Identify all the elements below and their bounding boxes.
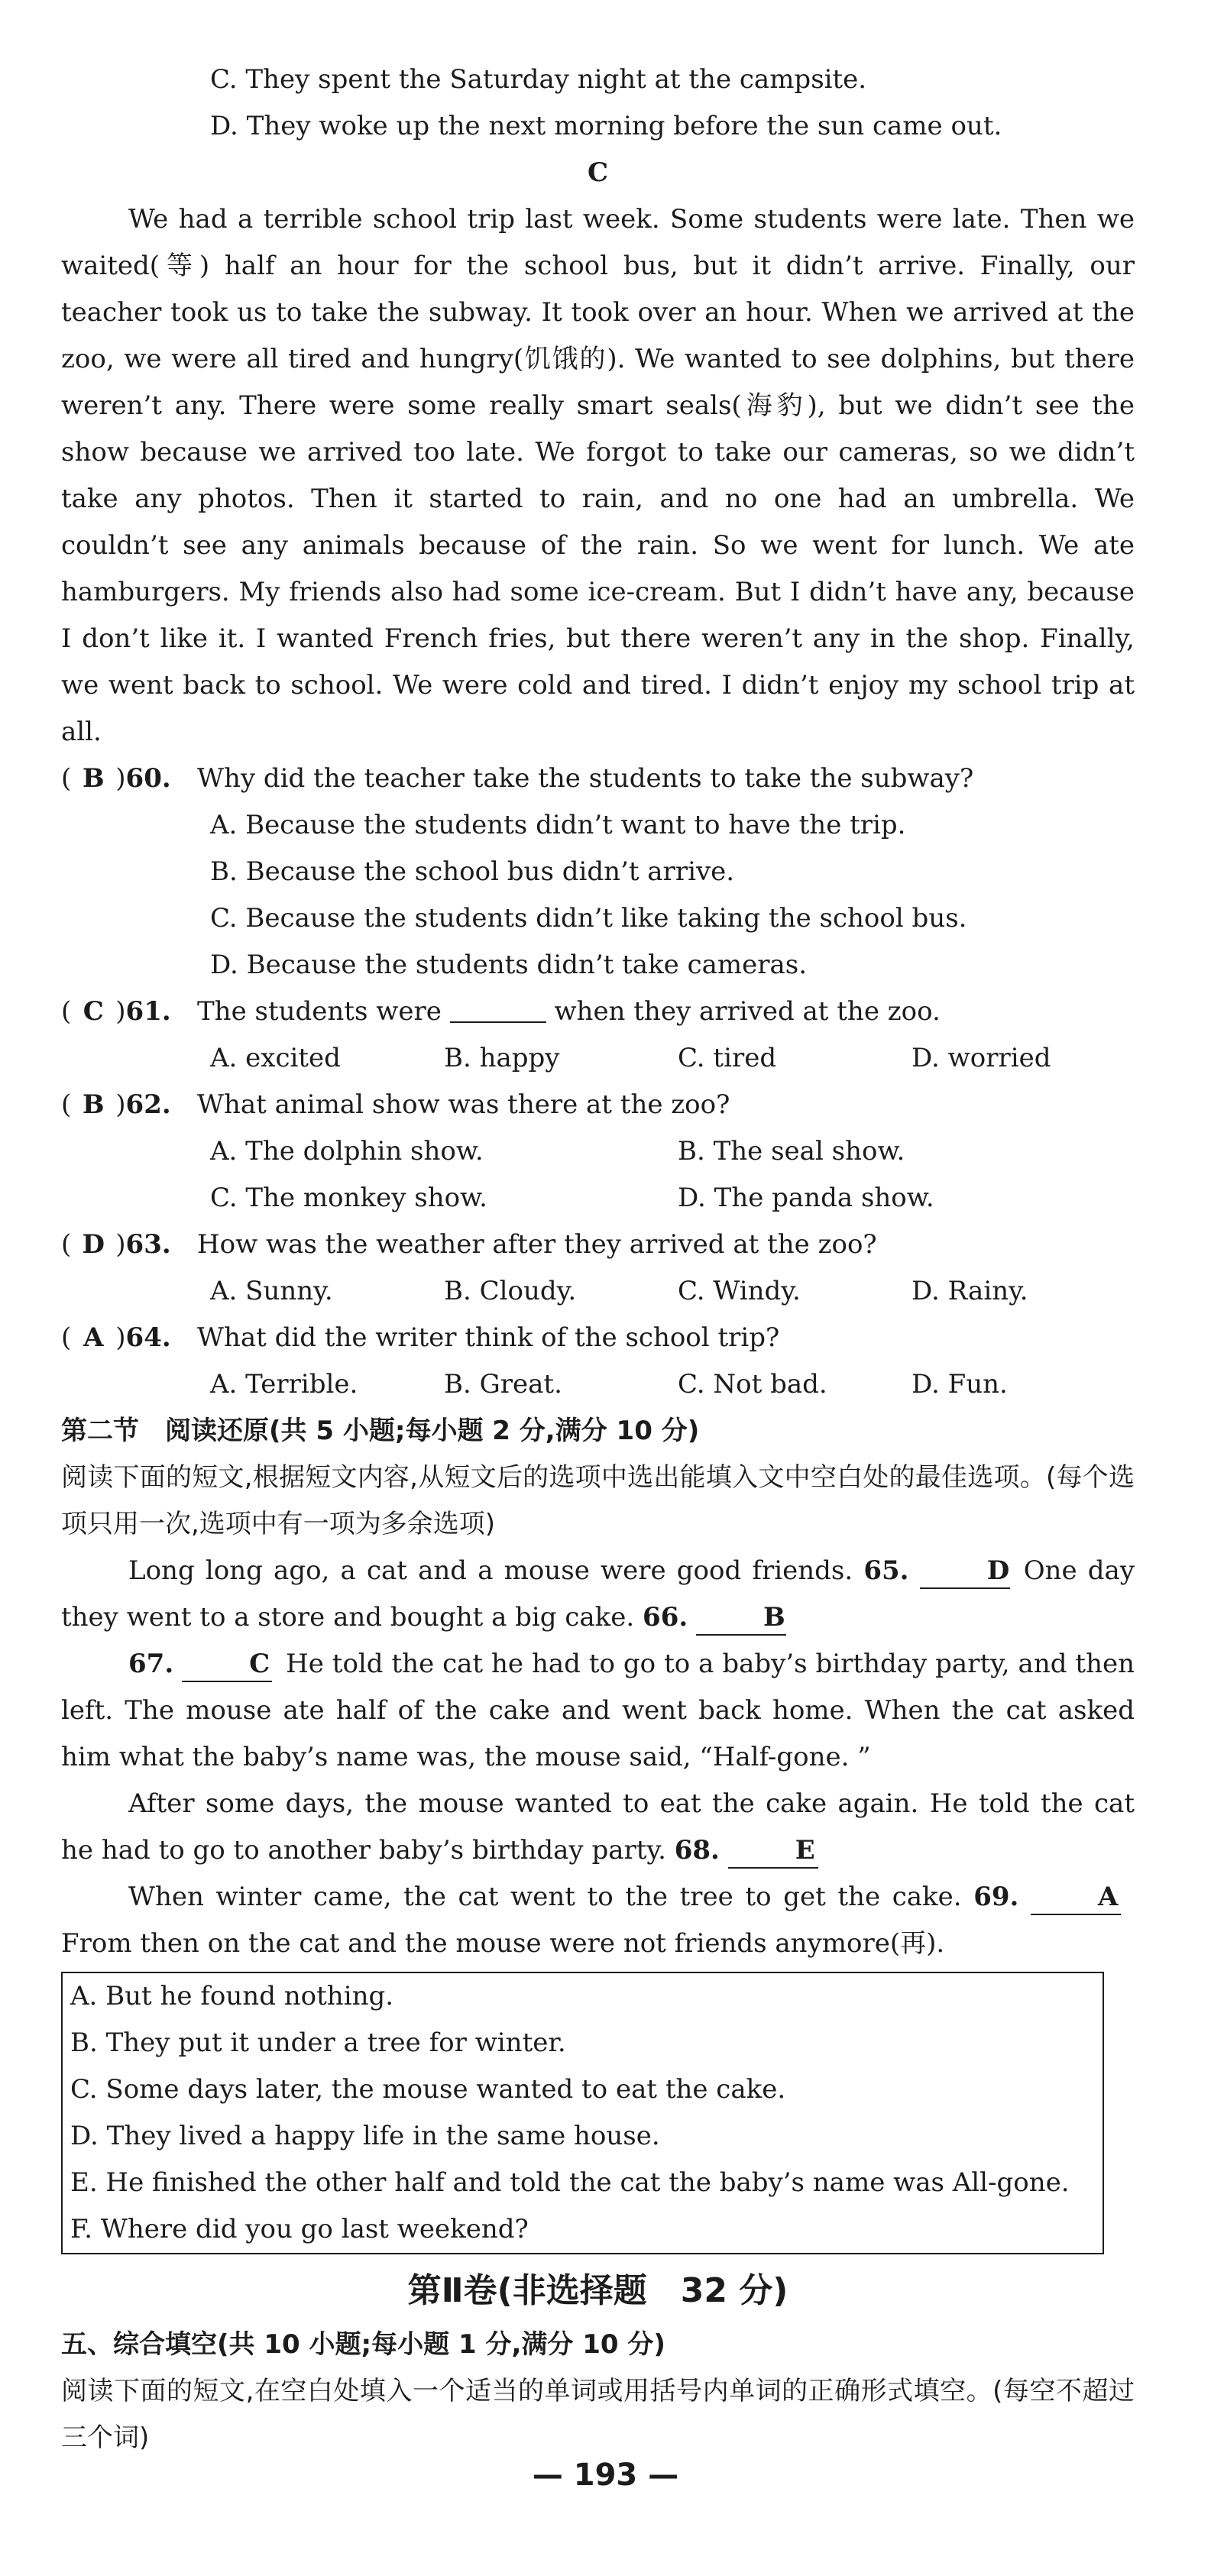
box-option: B. They put it under a tree for winter. [70, 2027, 566, 2058]
answer-paren: ( A )64. [61, 1315, 197, 1361]
option: C. Windy. [678, 1276, 801, 1306]
options-row [61, 1361, 1135, 1408]
option: B. The seal show. [678, 1136, 905, 1167]
passage-label: C [587, 157, 609, 188]
option: D. Because the students didn’t take cameras. [210, 950, 808, 980]
answer-letter: A [83, 1322, 104, 1353]
answer-blank-68: E [728, 1833, 818, 1869]
option: A. excited [210, 1043, 341, 1073]
cloze-text: From then on the cat and the mouse were not friends anymore(再). [61, 1928, 945, 1959]
answer-letter: B [82, 1089, 105, 1120]
cloze-text: When winter came, the cat went to the tree to get the cake. [128, 1882, 962, 1912]
page-number: — 193 — [532, 2458, 679, 2493]
cloze-text: He told the cat he had to go to a baby’s birthday party, and then left. The mouse ate half of the cake and went back home. When the cat asked him what the baby’s name was, the mouse said, “Half-gone. ” [61, 1649, 1135, 1772]
option: A. Terrible. [210, 1369, 358, 1400]
question-number: 63. [125, 1229, 171, 1260]
cloze-paragraph-3 [61, 1781, 1135, 1874]
blank-number-66: 66. [643, 1602, 688, 1633]
fill-blank [450, 995, 546, 1023]
answer-blank-66: B [696, 1600, 786, 1636]
box-option: E. He finished the other half and told the cat the baby’s name was All-gone. [70, 2167, 1070, 2198]
question-60 [61, 756, 1135, 802]
cloze-paragraph-2 [61, 1641, 1135, 1781]
question-number: 60. [125, 763, 171, 794]
question-64 [61, 1315, 1135, 1361]
answer-letter: B [82, 763, 105, 794]
option: B. Because the school bus didn’t arrive. [210, 856, 735, 887]
section5-instruction: 阅读下面的短文,在空白处填入一个适当的单词或用括号内单词的正确形式填空。(每空不超过三个词) [61, 2376, 1135, 2453]
answer-letter: D [82, 1229, 105, 1260]
question-stem: How was the weather after they arrived at the zoo? [197, 1229, 877, 1260]
stem-after-blank: when they arrived at the zoo. [554, 996, 941, 1027]
stem-before-blank: The students were [197, 996, 442, 1027]
answer-paren: ( D )63. [61, 1222, 197, 1268]
box-option: A. But he found nothing. [70, 1981, 394, 2011]
option: D. worried [911, 1043, 1051, 1073]
part2-title: 第Ⅱ卷(非选择题 32 分) [407, 2271, 788, 2310]
question-stem [197, 989, 941, 1035]
section2-instruction: 阅读下面的短文,根据短文内容,从短文后的选项中选出能填入文中空白处的最佳选项。(每个选项只用一次,选项中有一项为多余选项) [61, 1462, 1135, 1539]
answer-blank-67: C [182, 1647, 272, 1682]
question-62 [61, 1082, 1135, 1128]
cloze-paragraph-1 [61, 1548, 1135, 1641]
question-number: 61. [125, 996, 171, 1027]
option: B. Great. [444, 1369, 562, 1400]
blank-number-69: 69. [973, 1882, 1019, 1912]
cloze-text: Long long ago, a cat and a mouse were good friends. [128, 1555, 853, 1586]
answer-paren: ( B )62. [61, 1082, 197, 1128]
option: D. Fun. [911, 1369, 1008, 1400]
option: D. The panda show. [678, 1183, 934, 1213]
section2-title: 第二节 阅读还原(共 5 小题;每小题 2 分,满分 10 分) [61, 1416, 700, 1446]
blank-number-67: 67. [128, 1649, 174, 1679]
options-row [61, 1035, 1135, 1082]
question-stem: What animal show was there at the zoo? [197, 1089, 730, 1120]
question-63 [61, 1222, 1135, 1268]
blank-number-65: 65. [863, 1555, 909, 1586]
question-stem: Why did the teacher take the students to take the subway? [197, 763, 974, 794]
answer-letter: C [83, 996, 104, 1027]
option: A. Because the students didn’t want to have the trip. [210, 810, 906, 840]
blank-number-68: 68. [674, 1835, 720, 1866]
question-61 [61, 989, 1135, 1035]
question-number: 64. [125, 1322, 171, 1353]
option: B. Cloudy. [444, 1276, 577, 1306]
option: B. happy [444, 1043, 560, 1073]
box-option: D. They lived a happy life in the same house. [70, 2121, 660, 2151]
options-box [61, 1972, 1104, 2254]
answer-blank-69: A [1031, 1880, 1121, 1915]
options-grid [61, 1128, 1135, 1222]
cloze-text: After some days, the mouse wanted to eat the cake again. He told the cat he had to go to another baby’s birthday party. [61, 1788, 1135, 1866]
option: C. The monkey show. [210, 1183, 487, 1213]
box-option: C. Some days later, the mouse wanted to eat the cake. [70, 2074, 786, 2105]
option: C. Because the students didn’t like taking the school bus. [210, 903, 967, 934]
option: A. The dolphin show. [210, 1136, 484, 1167]
question-number: 62. [125, 1089, 171, 1120]
question-stem: What did the writer think of the school trip? [197, 1322, 780, 1353]
answer-blank-65: D [920, 1554, 1010, 1589]
cloze-text: One day they went to a store and bought a big cake. [61, 1555, 1135, 1633]
options-row [61, 1268, 1135, 1315]
prev-option-c: C. They spent the Saturday night at the campsite. [210, 64, 867, 95]
prev-option-d: D. They woke up the next morning before the sun came out. [210, 111, 1002, 141]
passage-c-text: We had a terrible school trip last week. Some students were late. Then we waited(等) half an hour for the school bus, but it didn’t arrive. Finally, our teacher took us to take the subway. It took over an hour. When we arrived at the zoo, we were all tired and hungry(饥饿的). We wanted to see dolphins, but there weren’t any. There were some really smart seals(海豹), but we didn’t see the show because we arrived too late. We forgot to take our cameras, so we didn’t take any photos. Then it started to rain, and no one had an umbrella. We couldn’t see any animals because of the rain. So we went for lunch. We ate hamburgers. My friends also had some ice-cream. But I didn’t have any, because I don’t like it. I wanted French fries, but there weren’t any in the shop. Finally, we went back to school. We were cold and tired. I didn’t enjoy my school trip at all. [61, 204, 1135, 747]
option: D. Rainy. [911, 1276, 1028, 1306]
answer-paren: ( B )60. [61, 756, 197, 802]
section5-title: 五、综合填空(共 10 小题;每小题 1 分,满分 10 分) [61, 2329, 665, 2360]
answer-paren: ( C )61. [61, 989, 197, 1035]
option: A. Sunny. [210, 1276, 333, 1306]
option: C. Not bad. [678, 1369, 827, 1400]
option: C. tired [678, 1043, 777, 1073]
box-option: F. Where did you go last weekend? [70, 2214, 529, 2244]
cloze-paragraph-4 [61, 1874, 1135, 1967]
